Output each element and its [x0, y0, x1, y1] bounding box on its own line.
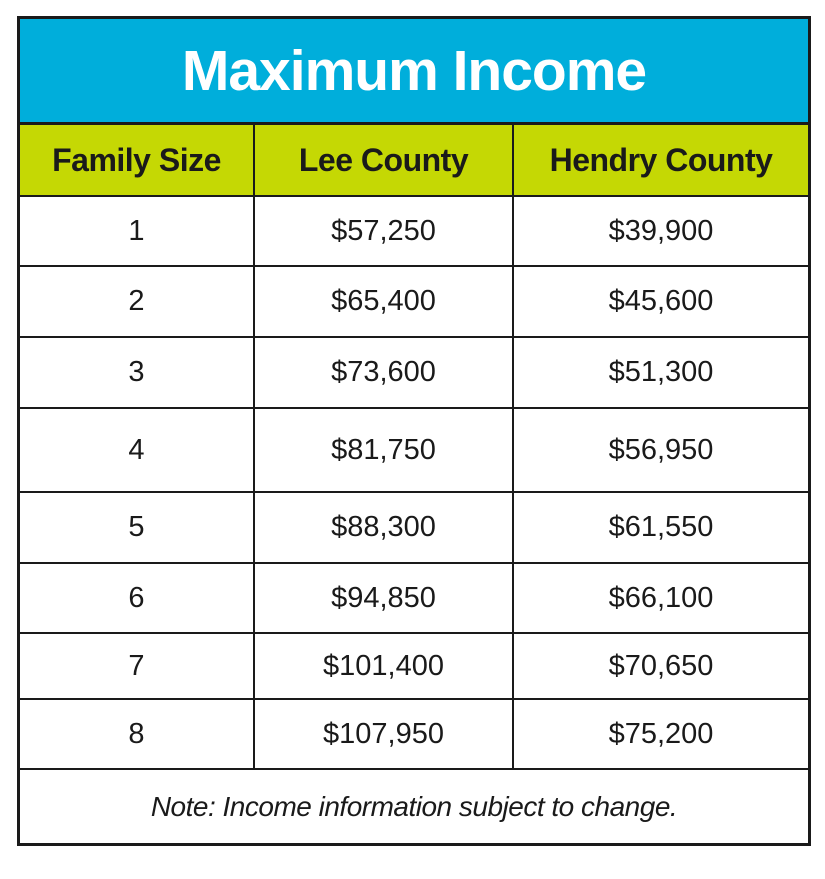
table-row: [20, 197, 808, 267]
family-size-cell: 8: [20, 700, 255, 768]
hendry-county-cell: $66,100: [608, 581, 714, 614]
table-row: [20, 493, 808, 564]
header-lee-county: Lee County: [255, 125, 514, 195]
family-size-cell: 1: [20, 197, 255, 265]
lee-county-cell: $107,950: [255, 700, 514, 768]
table-row: [20, 564, 808, 634]
table-row: [20, 338, 808, 409]
hendry-county-cell: $70,650: [608, 649, 714, 682]
hendry-county-cell: $61,550: [608, 511, 714, 543]
lee-county-cell: $94,850: [255, 564, 514, 632]
family-size-cell: 5: [20, 493, 255, 562]
table-title: Maximum Income: [181, 38, 647, 103]
lee-county-cell: $73,600: [255, 338, 514, 407]
family-size-cell: 4: [20, 409, 255, 491]
hendry-county-cell: $39,900: [608, 214, 714, 247]
header-hendry-county: Hendry County: [549, 141, 773, 178]
table-row: [20, 409, 808, 493]
lee-county-cell: $65,400: [255, 267, 514, 336]
family-size-cell: 7: [20, 634, 255, 698]
table-row: [20, 267, 808, 338]
table-row: [20, 700, 808, 770]
hendry-county-cell: $56,950: [608, 433, 714, 466]
lee-county-cell: $57,250: [255, 197, 514, 265]
lee-county-cell: $81,750: [255, 409, 514, 491]
family-size-cell: 2: [20, 267, 255, 336]
title-bar: [20, 19, 808, 125]
header-family-size: Family Size: [20, 125, 255, 195]
footnote: Note: Income information subject to change.: [150, 790, 678, 822]
header-row: [20, 125, 808, 197]
hendry-county-cell: $51,300: [608, 356, 714, 388]
hendry-county-cell: $45,600: [608, 285, 714, 317]
income-table: [17, 16, 811, 846]
table-row: [20, 634, 808, 700]
family-size-cell: 6: [20, 564, 255, 632]
hendry-county-cell: $75,200: [608, 717, 714, 750]
family-size-cell: 3: [20, 338, 255, 407]
lee-county-cell: $101,400: [255, 634, 514, 698]
lee-county-cell: $88,300: [255, 493, 514, 562]
